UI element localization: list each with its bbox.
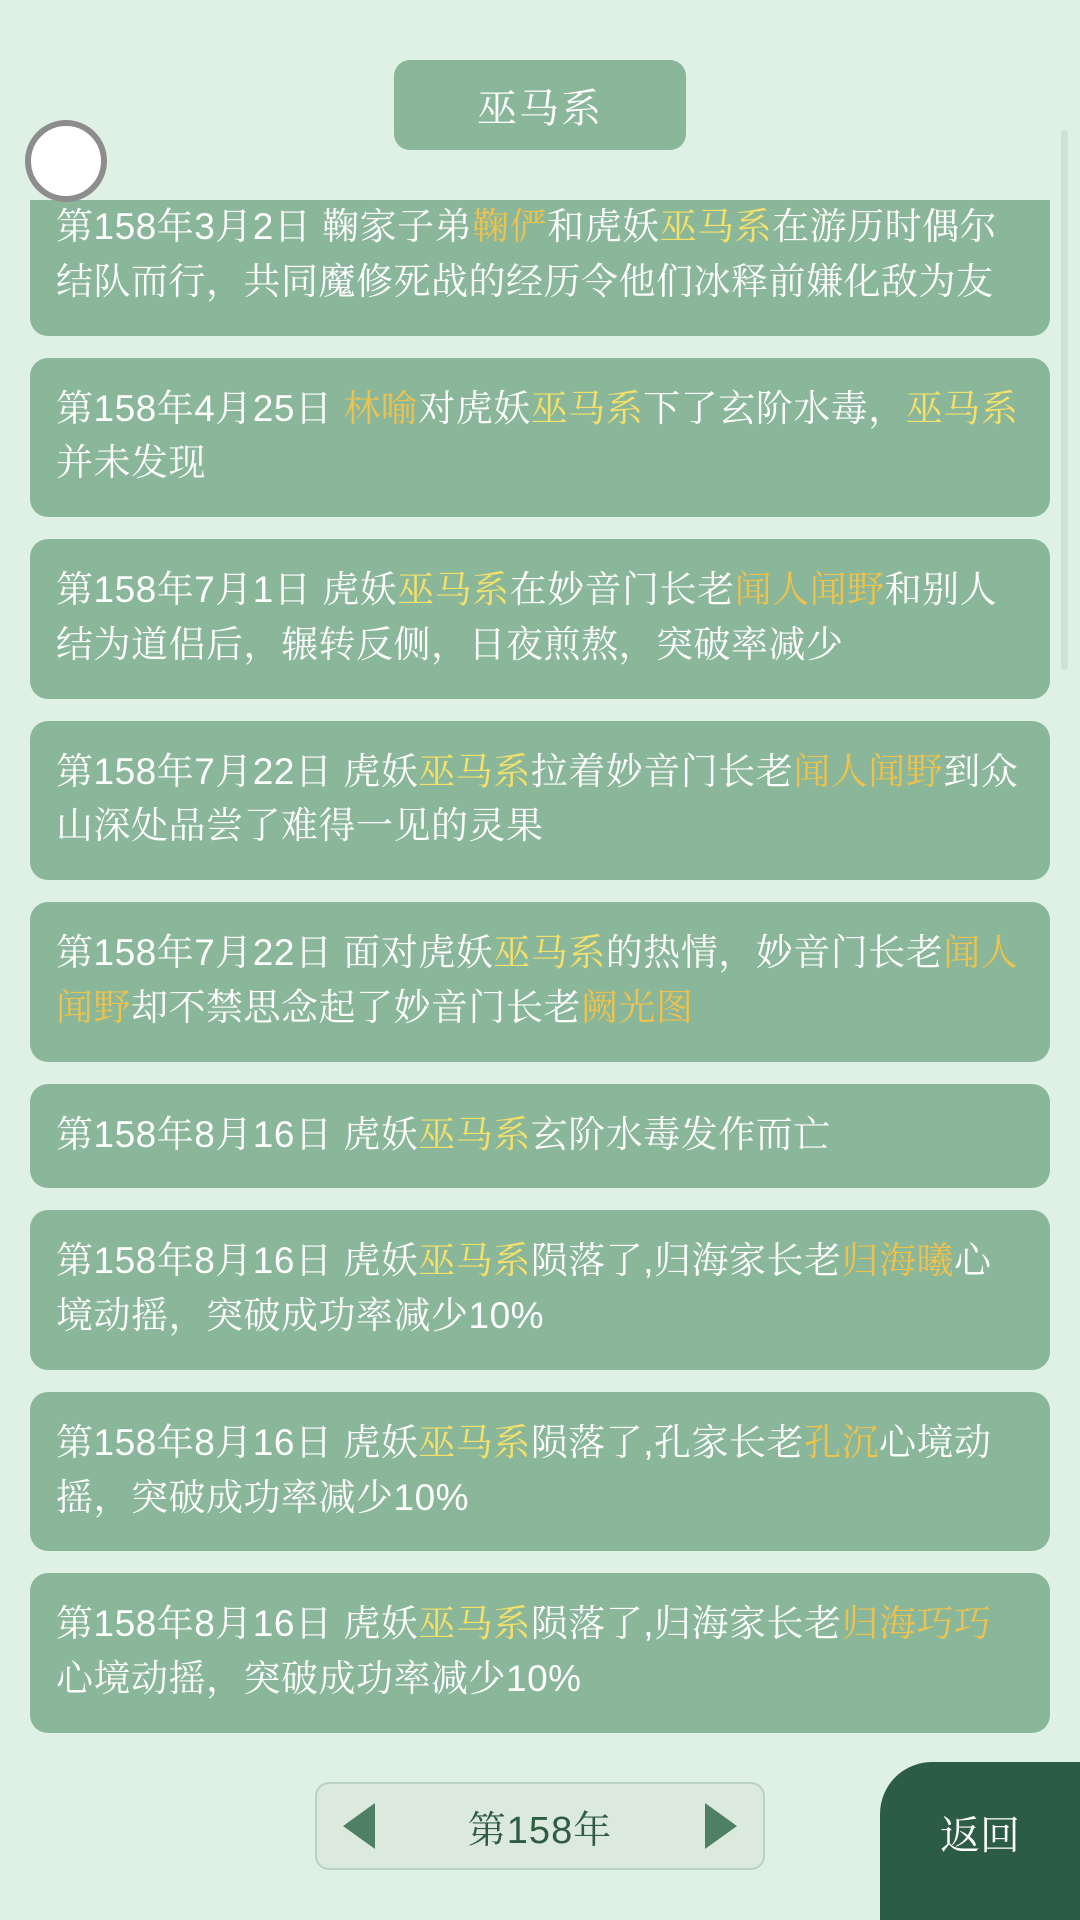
event-highlight-name: 阙光图: [581, 986, 694, 1028]
event-card[interactable]: [30, 902, 1050, 1062]
scrollbar-track[interactable]: [1067, 60, 1074, 1480]
event-text: 第158年7月22日 虎妖: [56, 750, 419, 792]
event-text: 第158年8月16日 虎妖: [56, 1113, 419, 1155]
event-text: 第158年3月2日 鞠家子弟: [56, 206, 473, 247]
triangle-right-icon[interactable]: [705, 1803, 737, 1849]
event-card[interactable]: [30, 721, 1050, 881]
event-card[interactable]: [30, 200, 1050, 336]
event-highlight-subject: 巫马系: [418, 1113, 531, 1155]
event-text: 第158年7月1日 虎妖: [56, 569, 398, 610]
year-label: 第158年: [467, 1809, 613, 1852]
event-text: 和虎妖: [547, 206, 660, 247]
event-text: 的热情，妙音门长老: [605, 932, 944, 973]
event-highlight-subject: 巫马系: [905, 387, 1019, 429]
event-highlight-name: 归海巧巧: [841, 1603, 992, 1645]
event-text: 心境动摇，突破成功率减少10%: [56, 1421, 992, 1518]
event-text: 陨落了,孔家长老: [530, 1421, 805, 1463]
event-card[interactable]: [30, 358, 1050, 518]
avatar[interactable]: [25, 120, 107, 202]
event-text: 下了玄阶水毒，: [643, 387, 906, 429]
event-text: 第158年8月16日 虎妖: [56, 1240, 419, 1282]
event-highlight-name: 闻人闻野: [734, 569, 885, 610]
event-text: 并未发现: [56, 442, 206, 484]
triangle-left-icon[interactable]: [343, 1803, 375, 1849]
event-text: 在游历时偶尔结队而行，共同魔修死战的经历令他们冰释前嫌化敌为友: [56, 206, 998, 302]
year-navigator: [315, 1782, 765, 1870]
event-text: 在妙音门长老: [509, 569, 735, 610]
event-text: 第158年8月16日 虎妖: [56, 1421, 419, 1463]
event-highlight-name: 鞠俨: [472, 206, 548, 247]
event-highlight-name: 孔沉: [804, 1421, 880, 1463]
event-card[interactable]: [30, 1573, 1050, 1733]
event-text: 却不禁思念起了妙音门长老: [131, 986, 581, 1028]
event-card[interactable]: [30, 1210, 1050, 1370]
event-text: 对虎妖: [418, 387, 531, 429]
event-text: 玄阶水毒发作而亡: [530, 1113, 831, 1155]
event-highlight-subject: 巫马系: [493, 932, 606, 973]
event-card[interactable]: [30, 1392, 1050, 1552]
event-text: 心境动摇，突破成功率减少10%: [56, 1658, 582, 1699]
event-highlight-name: 林喻: [343, 387, 419, 429]
event-text: 心境动摇，突破成功率减少10%: [56, 1240, 992, 1336]
back-button[interactable]: 返回: [880, 1762, 1080, 1920]
scrollbar-thumb[interactable]: [1061, 130, 1068, 670]
event-highlight-subject: 巫马系: [530, 387, 644, 429]
event-text: 到众山深处品尝了难得一见的灵果: [56, 750, 1019, 847]
page-title: 巫马系: [394, 60, 686, 150]
event-highlight-subject: 巫马系: [397, 569, 510, 610]
event-text: 第158年7月22日 面对虎妖: [56, 932, 494, 973]
event-card[interactable]: [30, 539, 1050, 699]
event-highlight-subject: 巫马系: [659, 206, 773, 247]
event-highlight-subject: 巫马系: [418, 1240, 531, 1282]
event-highlight-name: 闻人闻野: [56, 932, 1019, 1028]
event-highlight-name: 闻人闻野: [793, 750, 944, 792]
event-highlight-name: 归海曦: [841, 1240, 955, 1282]
event-text: 拉着妙音门长老: [530, 750, 794, 792]
event-text: 和别人结为道侣后，辗转反侧，日夜煎熬，突破率减少: [56, 569, 998, 665]
event-text: 陨落了,归海家长老: [530, 1603, 842, 1645]
event-text: 陨落了,归海家长老: [530, 1240, 842, 1282]
event-highlight-subject: 巫马系: [418, 1421, 531, 1463]
event-card[interactable]: [30, 1084, 1050, 1189]
event-text: 第158年8月16日 虎妖: [56, 1603, 419, 1645]
event-highlight-subject: 巫马系: [418, 1603, 531, 1645]
event-text: 第158年4月25日: [56, 387, 344, 429]
event-highlight-subject: 巫马系: [418, 750, 531, 792]
event-list[interactable]: [0, 200, 1080, 1782]
